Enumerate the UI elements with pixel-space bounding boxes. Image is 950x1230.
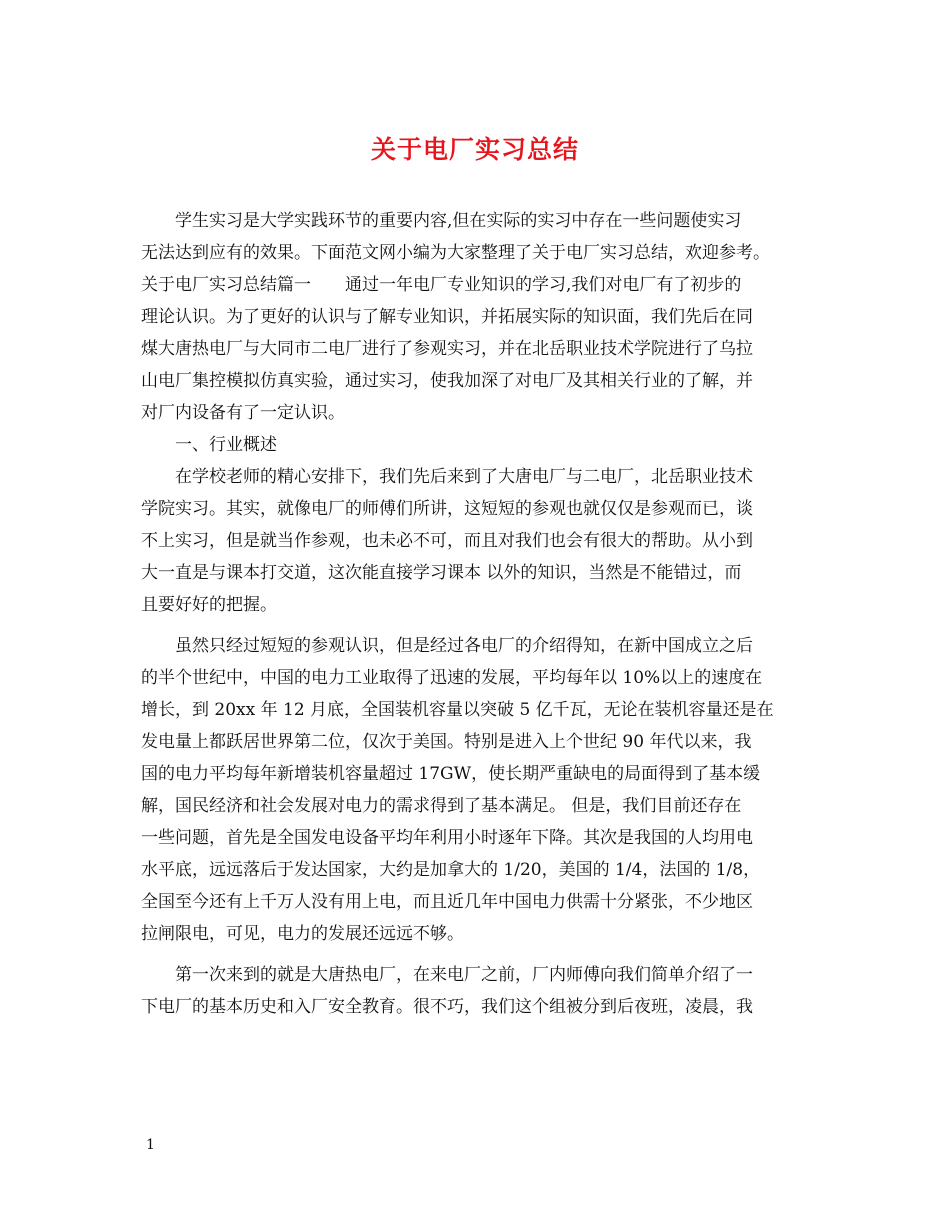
text-line: 学院实习。其实，就像电厂的师傅们所讲，这短短的参观也就仅仅是参观而已，谈 <box>141 499 753 519</box>
text-line: 水平底，远远落后于发达国家，大约是加拿大的 1/20，美国的 1/4，法国的 1/8， <box>141 860 761 880</box>
text-line: 拉闸限电，可见，电力的发展还远远不够。 <box>141 924 464 944</box>
text-line: 的半个世纪中，中国的电力工业取得了迅速的发展，平均每年以 10%以上的速度在 <box>141 668 763 688</box>
text-line: 煤大唐热电厂与大同市二电厂进行了参观实习，并在北岳职业技术学院进行了乌拉 <box>141 339 753 359</box>
text-line: 不上实习，但是就当作参观，也未必不可，而且对我们也会有很大的帮助。从小到 <box>141 531 753 551</box>
section-heading: 一、行业概述 <box>175 435 277 455</box>
text-line: 虽然只经过短短的参观认识，但是经过各电厂的介绍得知，在新中国成立之后 <box>175 636 753 656</box>
text-line: 且要好好的把握。 <box>141 595 277 615</box>
text-line: 增长，到 20xx 年 12 月底，全国装机容量以突破 5 亿千瓦，无论在装机容量还是在 <box>141 700 774 720</box>
page-title: 关于电厂实习总结 <box>370 135 579 164</box>
text-line: 解，国民经济和社会发展对电力的需求得到了基本满足。 但是，我们目前还存在 <box>141 796 742 816</box>
text-line: 发电量上都跃居世界第二位，仅次于美国。特别是进入上个世纪 90 年代以来，我 <box>141 732 752 752</box>
text-line: 第一次来到的就是大唐热电厂，在来电厂之前，厂内师傅向我们简单介绍了一 <box>175 965 753 985</box>
text-line: 一些问题，首先是全国发电设备平均年利用小时逐年下降。其次是我国的人均用电 <box>141 828 753 848</box>
page-number: 1 <box>146 1137 155 1153</box>
text-line: 理论认识。为了更好的认识与了解专业知识，并拓展实际的知识面，我们先后在同 <box>141 307 753 327</box>
text-line: 在学校老师的精心安排下，我们先后来到了大唐电厂与二电厂，北岳职业技术 <box>175 467 753 487</box>
text-line: 国的电力平均每年新增装机容量超过 17GW，使长期严重缺电的局面得到了基本缓 <box>141 764 761 784</box>
text-line: 全国至今还有上千万人没有用上电，而且近几年中国电力供需十分紧张，不少地区 <box>141 892 753 912</box>
document-body <box>141 205 821 1023</box>
text-line: 关于电厂实习总结篇一 通过一年电厂专业知识的学习,我们对电厂有了初步的 <box>141 275 742 295</box>
text-line: 学生实习是大学实践环节的重要内容,但在实际的实习中存在一些问题使实习 <box>175 211 742 231</box>
text-line: 对厂内设备有了一定认识。 <box>141 403 345 423</box>
text-line: 大一直是与课本打交道，这次能直接学习课本 以外的知识，当然是不能错过，而 <box>141 563 742 583</box>
text-line: 下电厂的基本历史和入厂安全教育。很不巧，我们这个组被分到后夜班，凌晨，我 <box>141 997 753 1017</box>
text-line: 山电厂集控模拟仿真实验，通过实习，使我加深了对电厂及其相关行业的了解，并 <box>141 371 753 391</box>
text-line: 无法达到应有的效果。下面范文网小编为大家整理了关于电厂实习总结，欢迎参考。 <box>141 243 770 263</box>
